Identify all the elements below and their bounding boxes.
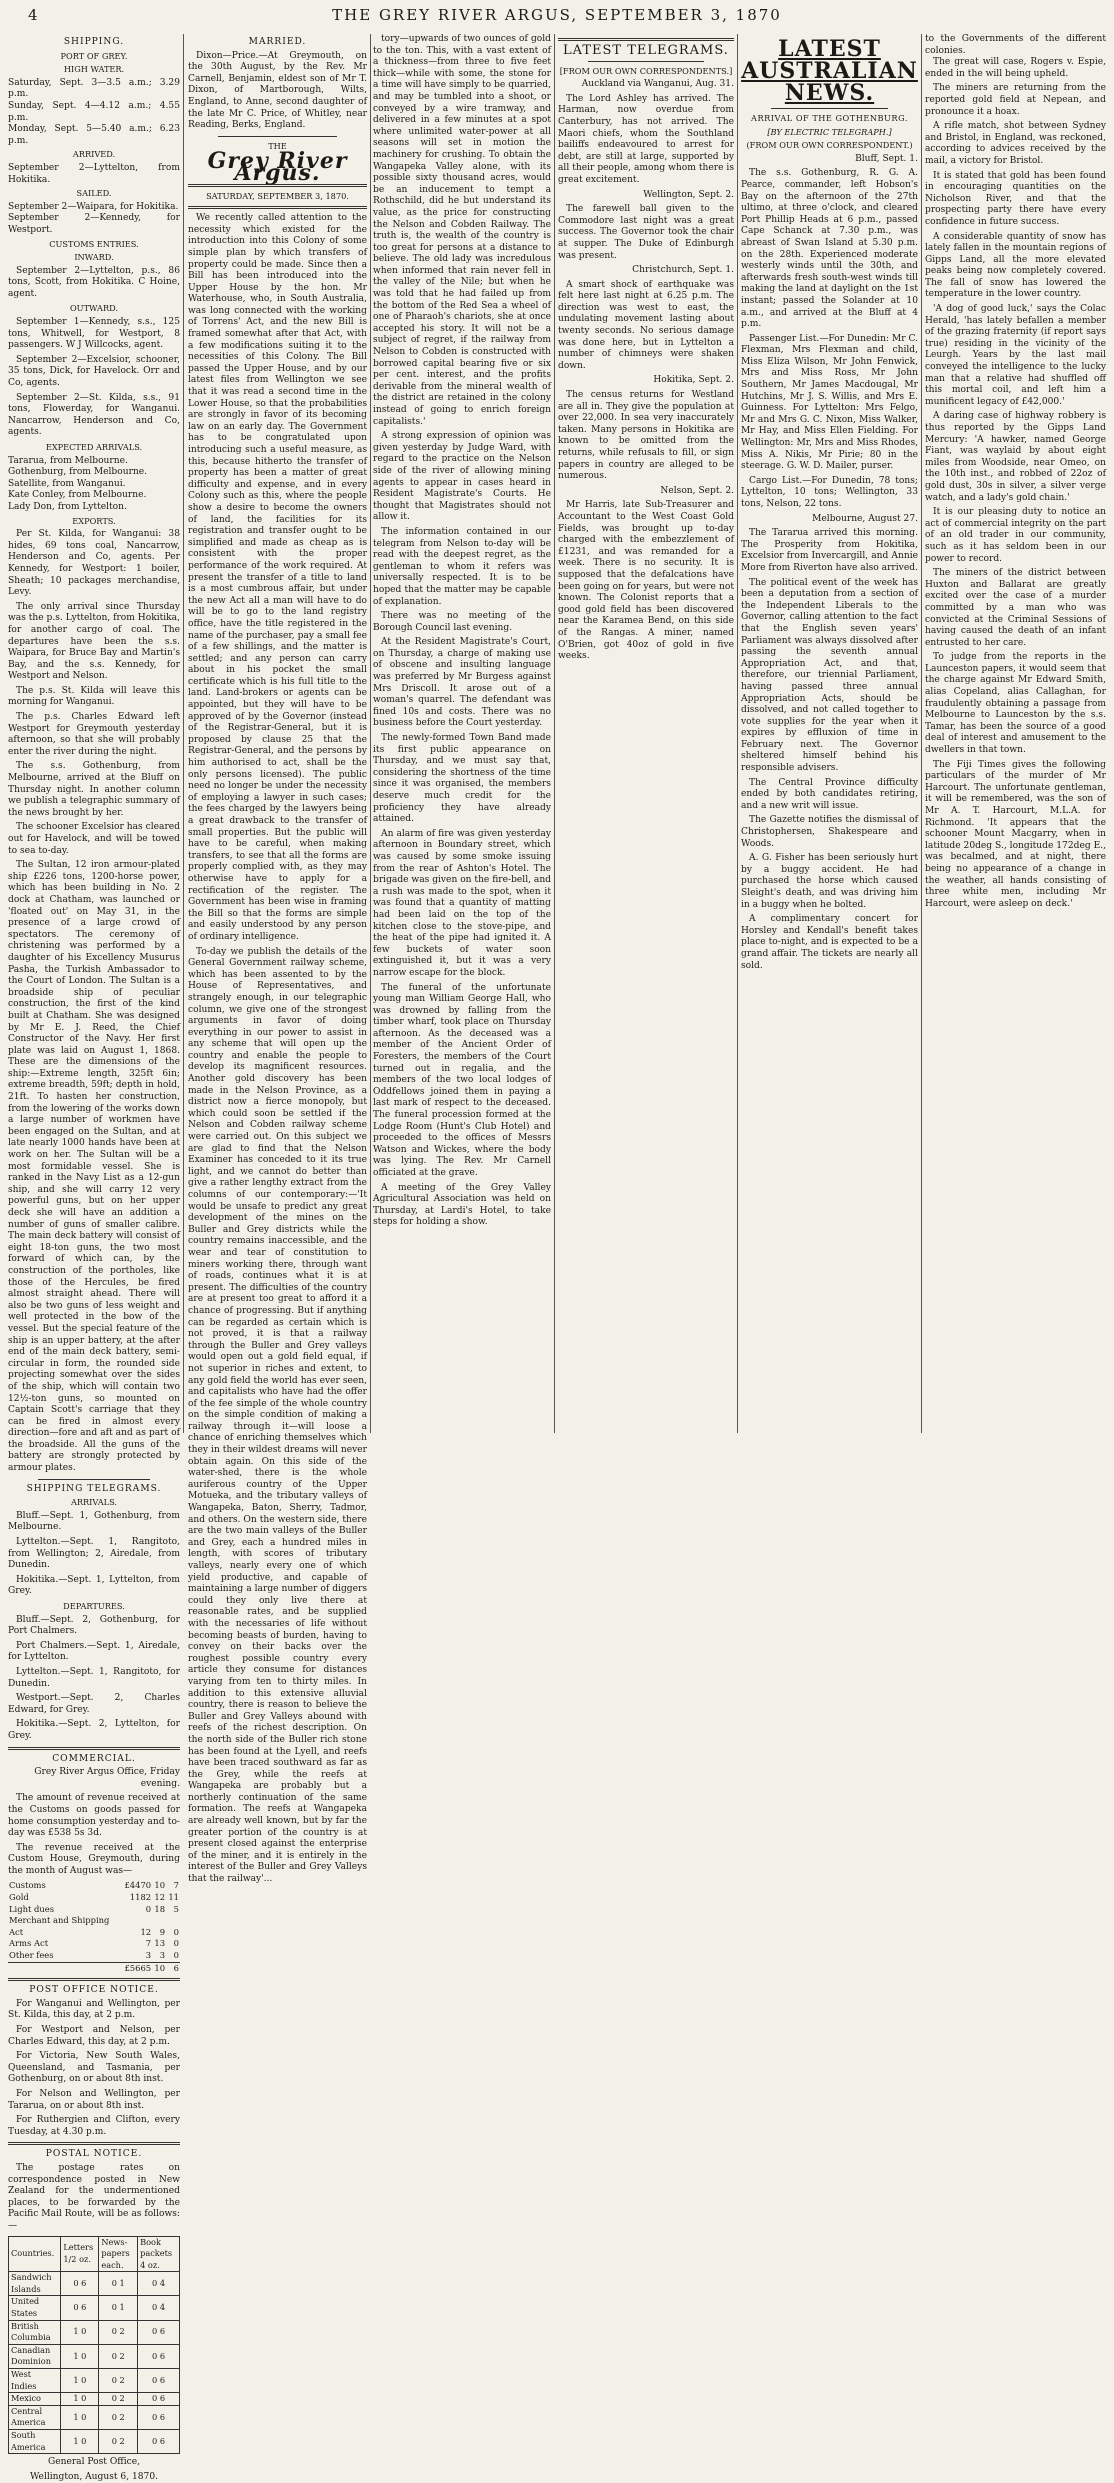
- column-editorial: [188, 34, 367, 1885]
- news-para: The Fiji Times gives the following particulars of the murder of Mr Harcourt. The unfortunate gentleman, it will be remembered, was the son of Mr A. T. Harcourt, M.L.A. for Richmond. 'It appears that the schooner Mount Macgarry, when in latitude 20deg S., longitude 172deg E., was becalmed, and at night, there being no appearance of a change in the weather, all hands consisting of three white men, including Mr Harcourt, were asleep on deck.': [925, 759, 1106, 909]
- post-office-heading: POST OFFICE NOTICE.: [29, 1985, 159, 1996]
- news-para: A rifle match, shot between Sydney and Bristol, in England, was reckoned, according to advices received by the mail, a victory for Bristol.: [925, 121, 1106, 166]
- revenue-row: Arms Act 7 13 0: [9, 1938, 179, 1949]
- editorial-para: To-day we publish the details of the General Government railway scheme, which has been assented to by the House of Representatives, and strangely enough, in our telegraphic column, we give one of the strongest arguments in favor of doing everything in our power to assist in any scheme that will open up the country and enable the people to develop its magnificent resources. Another gold discovery has been made in the Nelson Province, as a district now a fierce monopoly, but which could soon be settled if the Nelson and Cobden railway scheme were carried out. On this subject we are glad to find that the Nelson Examiner has conceded to it its true light, and we cannot do better than give a rather lengthy extract from the columns of our contemporary:—'It would be unsafe to predict any great development of the mines on the Buller and Grey districts while the country remains inaccessible, and the wear and tear of constitution to miners working there, through want of roads, continues what it is at present. The difficulties of the country are at present too great to afford it a chance of progressing. But if anything can be regarded as certain which is not proved, it is that a railway through the Buller and Grey valleys would open out a gold field equal, if not superior in riches and extent, to any gold field the world has ever seen, and capitalists who have had the offer of the fee simple of the whole country on the simple condition of making a railway through it—will loose a chance of enriching themselves which they in their wildest dreams will never obtain again. On this side of the water-shed, there is the whole auriferous country of the Upper Motueka, and the tributary valleys of Wangapeka, Baton, Sherry, Tadmor, and others. On the western side, there are the two main valleys of the Buller and Grey, each a hundred miles in length, with scores of tributary valleys, nearly every one of which yield productive, and capable of maintaining a large number of diggers could they only live there at reasonable rates, and be supplied with the necessaries of life without becoming beasts of burden, having to convey on their backs over the roughest possible country every article they consume for distances varying from ten to thirty miles. In addition to this extensive alluvial country, there is reason to believe the Buller and Grey Valleys abound with reefs of the richest description. On the north side of the Buller rich stone has been found at the Lyell, and reefs have been traced southward as far as the Grey, while the reefs at Wangapeka are probably but a northerly continuation of the same formation. The reefs at Wangapeka are already well known, but by far the greater portion of the country is at present closed against the enterprise of the miner, and it is entirely in the interest of the Buller and Grey Valleys that the railway'...: [188, 946, 367, 1885]
- news-para: tory—upwards of two ounces of gold to the ton. This, with a vast extent of a thickness—from three to five feet thick—while with some, the stone for a time will have simply to be quarried, and may be tumbled into a shoot, or conveyed by a wire tramway, and delivered in a few minutes at a spot where unlimited water-power at all seasons will set in motion the machinery for crushing. To obtain the Wangapeka Valley alone, with its possible sixty thousand acres, would be an inducement to tempt a Rothschild, did he but understand its value, as the price for constructing the Nelson and Cobden Railway. The truth is, the wealth of the country is too great for persons at a distance to believe. The old lady was incredulous when informed that rain never fell in the valley of the Nile; but when he was told that he had failed up from the bottom of the Red Sea a wheel of one of Pharaoh's chariots, she at once accepted his story. It will not be a subject of regret, if the railway from Nelson to Cobden is constructed with borrowed capital bearing five or six per cent. interest, and the profits derivable from the mineral wealth of the district are retained in the colony instead of going to enrich foreign capitalists.': [373, 34, 551, 427]
- inward-row: September 2—Lyttelton, p.s., 86 tons, Scott, from Hokitika. C Hoine, agent.: [8, 265, 180, 299]
- post-office-item: For Wanganui and Wellington, per St. Kilda, this day, at 2 p.m.: [8, 1998, 180, 2021]
- australian-para: The political event of the week has been a deputation from a section of the Independent Liberals to the Governor, calling attention to the fact that the English seven years' Parliament was always dissolved after passing the seventh annual Appropriation Act, and that, therefore, our triennial Parliament, having passed three annual Appropriation Acts, should be dissolved, and not called together to vote supplies for the year when it expires by effluxion of time in February next. The Governor sheltered himself behind his responsible advisers.: [741, 577, 918, 774]
- sailed-row: September 2—Kennedy, for Westport.: [8, 213, 180, 235]
- australian-para: Cargo List.—For Dunedin, 78 tons; Lyttelton, 10 tons; Wellington, 33 tons, Nelson, 22 tons.: [741, 475, 918, 509]
- news-para: The newly-formed Town Band made its first public appearance on Thursday, and we must say that, considering the shortness of the time since it was organised, the members deserve much credit for the proficiency they have already attained.: [373, 733, 551, 825]
- outward-row: September 2—Excelsior, schooner, 35 tons, Dick, for Havelock. Orr and Co, agents.: [8, 354, 180, 389]
- telegram-text: Mr Harris, late Sub-Treasurer and Accountant to the West Coast Gold Fields, was brought up to-day charged with the embezzlement of £1231, and was remanded for a week. There is no security. It is supposed that the defalcations have been going on for years, but were not known. The Colonist reports that a good gold field has been discovered near the Karamea Bend, on this side of the Rangas. A miner, named O'Brien, got 40oz of gold in five weeks.: [558, 500, 734, 662]
- commercial-para: The revenue received at the Custom House, Greymouth, during the month of August was—: [8, 1842, 180, 1876]
- australian-para: A. G. Fisher has been seriously hurt by a buggy accident. He had purchased the horse which caused Sleight's death, and was driving him in a buggy when he bolted.: [741, 853, 918, 910]
- tel-departure-row: Port Chalmers.—Sept. 1, Airedale, for Lyttelton.: [8, 1640, 180, 1663]
- telegram-text: The farewell ball given to the Commodore last night was a great success. The Governor took the chair at supper. The Duke of Edinburgh was present.: [558, 204, 734, 261]
- postage-col-header: Letters 1/2 oz.: [61, 2236, 99, 2272]
- australian-para: The Gazette notifies the dismissal of Christophersen, Shakespeare and Woods.: [741, 815, 918, 849]
- post-office-item: For Victoria, New South Wales, Queensland, and Tasmania, per Gothenburg, on or about 8th inst.: [8, 2051, 180, 2085]
- telegram-dateline: Wellington, Sept. 2.: [643, 189, 734, 200]
- postage-row: West Indies 1 0 0 2 0 6: [9, 2369, 180, 2393]
- divider: [38, 1479, 150, 1480]
- expected-row: Satellite, from Wanganui.: [8, 478, 126, 489]
- australian-para: A complimentary concert for Horsley and Kendall's benefit takes place to-night, and is expected to be a grand affair. The tickets are nearly all sold.: [741, 914, 918, 971]
- column-shipping: [8, 34, 180, 2482]
- high-water-row: Sunday, Sept. 4—4.12 a.m.; 4.55 p.m.: [8, 100, 180, 123]
- outward-row: September 2—St. Kilda, s.s., 91 tons, Flowerday, for Wanganui. Nancarrow, Henderson and Co, agents.: [8, 392, 180, 438]
- tel-departure-row: Hokitika.—Sept. 2, Lyttelton, for Grey.: [8, 1719, 180, 1741]
- telegrams-heading: LATEST TELEGRAMS.: [563, 43, 729, 58]
- news-para: At the Resident Magistrate's Court, on Thursday, a charge of making use of obscene and insulting language was preferred by Mr Burgess against Mrs Driscoll. It arose out of a woman's quarrel. The defendant was fined 10s and costs. There was no business before the Court yesterday.: [373, 637, 551, 729]
- news-para: The information contained in our telegram from Nelson to-day will be read with the deepest regret, as the gentleman to whom it refers was universally respected. It is to be hoped that the matter may be capable of explanation.: [373, 526, 551, 607]
- postage-row: United States 0 6 0 1 0 4: [9, 2296, 180, 2320]
- australian-para: The s.s. Gothenburg, R. G. A. Pearce, commander, left Hobson's Bay on the afternoon of the 27th ultimo, at three o'clock, and cleared Port Phillip Heads at 6 p.m., passed Cape Schanck at 7.30 p.m., was abreast of Swan Island at 5.30 p.m. on the 28th. Experienced moderate westerly winds until the 30th, and afterwards fresh south-west winds till making the land at daylight on the 1st instant; passed the Solander at 10 a.m., and arrived at the Bluff at 4 p.m.: [741, 168, 918, 330]
- news-para: The funeral of the unfortunate young man William George Hall, who was drowned by falling from the timber wharf, took place on Thursday afternoon. As the deceased was a member of the Ancient Order of Foresters, the members of the Court turned out in regalia, and the members of the two local lodges of Oddfellows joined them in paying a last mark of respect to the deceased. The funeral procession formed at the Lodge Room (Hunt's Club Hotel) and proceeded to the offices of Messrs Watson and Wickes, where the body was lying. The Rev. Mr Carnell officiated at the grave.: [373, 982, 551, 1178]
- telegram-dateline: Hokitika, Sept. 2.: [653, 375, 734, 386]
- tel-departure-row: Westport.—Sept. 2, Charles Edward, for Grey.: [8, 1693, 180, 1715]
- news-para: There was no meeting of the Borough Council last evening.: [373, 611, 551, 633]
- telegram-text: A smart shock of earthquake was felt here last night at 6.25 p.m. The direction was west to east, the undulating movement lasting about twenty seconds. No serious damage was done here, but in Lyttelton a number of chimneys were shaken down.: [558, 279, 734, 371]
- news-para: It is our pleasing duty to notice an act of commercial integrity on the part of an old trader in our community, such as it has seldom been in our power to record.: [925, 507, 1106, 564]
- postage-row: Canadian Dominion 1 0 0 2 0 6: [9, 2344, 180, 2368]
- news-para: The miners are returning from the reported gold field at Nepean, and pronounce it a hoax.: [925, 83, 1106, 117]
- tel-departure-row: Lyttelton.—Sept. 1, Rangitoto, for Dunedin.: [8, 1666, 180, 1689]
- commercial-dateline: Grey River Argus Office, Friday evening.: [34, 1767, 180, 1789]
- telegrams-sub: [FROM OUR OWN CORRESPONDENTS.]: [559, 65, 733, 76]
- revenue-row: Merchant and Shipping: [9, 1915, 110, 1926]
- column-australian-news-cont: [925, 34, 1106, 1433]
- column-local-news: [373, 34, 551, 1433]
- outward-label: OUTWARD.: [69, 303, 119, 314]
- tel-arrival-row: Hokitika.—Sept. 1, Lyttelton, from Grey.: [8, 1574, 180, 1597]
- high-water-row: Saturday, Sept. 3—3.5 a.m.; 3.29 p.m.: [8, 77, 180, 100]
- telegraph-tag: [BY ELECTRIC TELEGRAPH.]: [767, 126, 892, 137]
- revenue-table: [8, 1880, 180, 1974]
- postage-row: Central America 1 0 0 2 0 6: [9, 2405, 180, 2429]
- married-heading: MARRIED.: [248, 37, 307, 47]
- australian-news-title: LATEST AUSTRALIAN NEWS.: [741, 36, 918, 106]
- tel-departures-label: DEPARTURES.: [63, 1601, 125, 1611]
- divider: [8, 1747, 180, 1750]
- correspondent-tag: (FROM OUR OWN CORRESPONDENT.): [746, 140, 913, 151]
- revenue-row: Other fees 3 3 0: [9, 1950, 179, 1961]
- revenue-row: Gold 1182 12 11: [9, 1892, 179, 1903]
- revenue-total: £5665 10 6: [8, 1962, 180, 1974]
- inward-label: INWARD.: [74, 252, 114, 263]
- divider: [188, 206, 367, 209]
- column-rule: [183, 34, 184, 1433]
- editorial-para: We recently called attention to the necessity which existed for the introduction into this Colony of some simple plan by which transfers of property could be made. Since then a Bill has been introduced into the Upper House by the hon. Mr Waterhouse, who, in South Australia, was long connected with the working of Torrens' Act, and the new Bill is framed somewhat after that Act, with a few modifications suiting it to the necessities of this Colony. The Bill passed the Upper House, and by our latest files from Wellington we see that it was read a second time in the Lower House, so that the probabilities are strongly in favor of its becoming law on an early day. The Government has to be congratulated upon introducing such a useful measure, as this, because hitherto the transfer of property has been a matter of great difficulty and expense, and in every Colony such as this, where the people show a desire to become the owners of land, the facilities for its registration and transfer ought to be simplified and made as cheap as is consistent with the proper performance of the work required. At present the transfer of a title to land is a most cumbrous affair, but under the new Act all a man will have to do will be to go to the land registry office, have the title registered in the name of the purchaser, pay a small fee of a few shillings, and the matter is settled; and any person can carry about in his pocket the small certificate which is his full title to the land. Land-brokers or agents can be appointed, but they will have to be approved of by the Governor (instead of the Registrar-General, but it is proposed by clause 25 that the Registrar-General, and the persons by him authorised to act, shall be the only persons licensed). The public need no longer be under the necessity of employing a lawyer in such cases; the fees charged by the lawyers being a great drawback to the transfer of small properties. But the public will have to be careful, when making transfers, to see that all the forms are properly complied with, as they may otherwise have to apply for a rectification of the register. The Government has been wise in framing the Bill so that the forms are simple and easily understood by any person of ordinary intelligence.: [188, 213, 367, 942]
- news-para: A considerable quantity of snow has lately fallen in the mountain regions of Gipps Land, all the more elevated peaks being now completely covered. The fall of snow has lowered the temperature in the lower country.: [925, 231, 1106, 300]
- expected-label: EXPECTED ARRIVALS.: [45, 442, 143, 452]
- divider: [771, 108, 888, 109]
- australian-para: The Central Province difficulty ended by both candidates retiring, and a new writ will issue.: [741, 777, 918, 811]
- page-header: [0, 6, 1114, 26]
- arrived-label: ARRIVED.: [72, 149, 116, 160]
- post-office-item: For Westport and Nelson, per Charles Edward, this day, at 2 p.m.: [8, 2025, 180, 2047]
- page-number: 4: [28, 6, 38, 24]
- shipping-para: The s.s. Gothenburg, from Melbourne, arrived at the Bluff on Thursday night. In another column we publish a telegraphic summary of the news brought by her.: [8, 761, 180, 818]
- divider: [218, 136, 337, 137]
- news-para: A meeting of the Grey Valley Agricultural Association was held on Thursday, at Lardi's Hotel, to take steps for holding a show.: [373, 1182, 551, 1228]
- divider: [8, 2142, 180, 2145]
- revenue-row: Light dues 0 18 5: [9, 1903, 179, 1914]
- expected-row: Gothenburg, from Melbourne.: [8, 467, 148, 478]
- expected-row: Tararua, from Melbourne.: [8, 455, 128, 466]
- telegram-text: The Lord Ashley has arrived. The Harman, now overdue from Canterbury, has not arrived. The Maori chiefs, whom the Southland bailiffs endeavoured to arrest for debt, are still at large, supported by all their people, among whom there is great excitement.: [558, 93, 734, 185]
- postage-row: British Columbia 1 0 0 2 0 6: [9, 2320, 180, 2344]
- column-telegrams: [558, 34, 734, 1433]
- postal-notice-intro: The postage rates on correspondence posted in New Zealand for the undermentioned places, to be forwarded by the Pacific Mail Route, will be as follows:—: [8, 2162, 180, 2231]
- commercial-para: The amount of revenue received at the Customs on goods passed for home consumption yesterday and to-day was £538 5s 3d.: [8, 1793, 180, 1839]
- australian-dateline: Melbourne, August 27.: [812, 513, 918, 524]
- column-australian-news: [741, 34, 918, 1433]
- port-heading: PORT OF GREY.: [60, 50, 128, 61]
- news-para: to the Governments of the different colonies.: [925, 34, 1106, 56]
- shipping-para: The Sultan, 12 iron armour-plated ship £226 tons, 1200-horse power, which has been building in No. 2 dock at Chatham, was launched or 'floated out' on May 31, in the presence of a large crowd of spectators. The ceremony of christening was performed by a daughter of his Excellency Musurus Pasha, the Turkish Ambassador to the Court of London. The Sultan is a broadside ship of peculiar construction, the first of the kind built at Chatham. She was designed by Mr E. J. Reed, the Chief Constructor of the Navy. Her first plate was laid on August 1, 1868. These are the dimensions of the ship:—Extreme length, 325ft 6in; extreme breadth, 59ft; depth in hold, 21ft. To hasten her construction, from the lowering of the works down a large number of workmen have been engaged on the Sultan, and at late nearly 1000 hands have been at work on her. The Sultan will be a most formidable vessel. She is ranked in the Navy List as a 12-gun ship, and she will carry 12 very powerful guns, but on her upper deck she will have an addition a number of guns of smaller calibre. The main deck battery will consist of eight 18-ton guns, the two most forward of which can, by the construction of the portholes, like those of the Hercules, be fired almost straight ahead. There will also be two guns of less weight and well protected in the bow of the vessel. But the special feature of the ship is an upper battery, at the after end of the main deck battery, semi-circular in form, the rounded side projecting somewhat over the sides of the ship, which will contain two 12½-ton guns, so mounted on Captain Scott's carriage that they can be fired in almost every direction—fore and aft and as part of the broadside. All the guns of the battery are strongly protected by armour plates.: [8, 860, 180, 1474]
- arrived-row: September 2—Lyttelton, from Hokitika.: [8, 162, 180, 185]
- postal-footer: General Post Office,: [47, 2457, 141, 2468]
- postage-row: South America 1 0 0 2 0 6: [9, 2430, 180, 2454]
- column-rule: [737, 34, 738, 1433]
- divider: [558, 38, 734, 41]
- postage-row: Sandwich Islands 0 6 0 1 0 4: [9, 2272, 180, 2296]
- divider: [8, 1978, 180, 1981]
- sailed-label: SAILED.: [76, 188, 112, 199]
- postage-col-header: Book packets 4 oz.: [138, 2236, 180, 2272]
- newspaper-title: THE GREY RIVER ARGUS, SEPTEMBER 3, 1870: [332, 6, 782, 24]
- tel-departure-row: Bluff.—Sept. 2, Gothenburg, for Port Chalmers.: [8, 1614, 180, 1637]
- postage-table: [8, 2236, 180, 2455]
- shipping-para: The only arrival since Thursday was the p.s. Lyttelton, from Hokitika, for another cargo of coal. The departures have been the s.s. Waipara, for Bruce Bay and Martin's Bay, and the s.s. Kennedy, for Westport and Nelson.: [8, 601, 180, 682]
- news-para: An alarm of fire was given yesterday afternoon in Boundary street, which was caused by some smoke issuing from the rear of Ashton's Hotel. The brigade was given on the fire-bell, and a rush was made to the spot, when it was found that a quantity of matting had been laid on the top of the kitchen close to the stove-pipe, and the heat of the pipe had ignited it. A few buckets of water soon extinguished it, but it was a very narrow escape for the block.: [373, 828, 551, 978]
- news-para: It is stated that gold has been found in encouraging quantities on the Nicholson River, and that the prospecting party there have every confidence in future success.: [925, 170, 1106, 227]
- postage-col-header: News-papers each.: [99, 2236, 138, 2272]
- telegram-dateline: Christchurch, Sept. 1.: [632, 265, 734, 276]
- gothenburg-heading: ARRIVAL OF THE GOTHENBURG.: [751, 113, 908, 123]
- postal-notice-heading: POSTAL NOTICE.: [45, 2149, 143, 2160]
- divider: [588, 61, 704, 62]
- telegram-text: The census returns for Westland are all in. They give the population at over 22,000. In sea very inaccurately taken. Many persons in Hokitika are known to be omitted from the returns, while refusals to fill, or sign papers in country are alleged to be numerous.: [558, 390, 734, 482]
- australian-dateline: Bluff, Sept. 1.: [855, 153, 918, 164]
- outward-row: September 1—Kennedy, s.s., 125 tons, Whitwell, for Westport, 8 passengers. W J Willcocks, agent.: [8, 317, 180, 351]
- revenue-row: Customs £4470 10 7: [9, 1880, 179, 1891]
- customs-heading: CUSTOMS ENTRIES.: [49, 238, 139, 249]
- news-para: To judge from the reports in the Launceston papers, it would seem that the charge against Mr Edward Smith, alias Copeland, alias Callaghan, for fraudulently obtaining a passage from Melbourne to Launceston by the s.s. Tamar, has been the source of a good deal of interest and amusement to the dwellers in that town.: [925, 652, 1106, 756]
- news-para: 'A dog of good luck,' says the Colac Herald, 'has lately befallen a member of the grazing fraternity (if report says true) residing in the vicinity of the Leurgh. Years by the last mail conveyed the intelligence to the lucky man that a relative had shuffled off this mortal coil, and left him a munificent legacy of £42,000.': [925, 304, 1106, 407]
- high-water-row: Monday, Sept. 5—5.40 a.m.; 6.23 p.m.: [8, 124, 180, 146]
- news-para: A daring case of highway robbery is thus reported by the Gipps Land Mercury: 'A hawker, named George Fiant, was waylaid by about eight miles from Woodside, near Omeo, on the 10th inst., and robbed of 22oz of gold dust, 30s in silver, a silver verge watch, and a lady's gold chain.': [925, 411, 1106, 503]
- column-rule: [921, 34, 922, 1433]
- postage-col-header: Countries.: [9, 2236, 61, 2272]
- news-para: The great will case, Rogers v. Espie, ended in the will being upheld.: [925, 57, 1106, 79]
- column-rule: [554, 34, 555, 1433]
- exports-text: Per St. Kilda, for Wanganui: 38 hides, 69 tons coal, Nancarrow, Henderson and Co, agents. Per Kennedy, for Westport: 1 boiler, Sheath; 10 packages merchandise, Levy.: [8, 529, 180, 598]
- australian-para: The Tararua arrived this morning. The Prosperity from Hokitika, Excelsior from Invercargill, and Annie More from Riverton have also arrived.: [741, 528, 918, 573]
- masthead-date: SATURDAY, SEPTEMBER 3, 1870.: [206, 190, 349, 201]
- post-office-item: For Ruthergien and Clifton, every Tuesday, at 4.30 p.m.: [8, 2115, 180, 2137]
- expected-row: Lady Don, from Lyttelton.: [8, 501, 127, 512]
- masthead-title: Grey River Argus.: [207, 148, 348, 186]
- shipping-telegrams-heading: SHIPPING TELEGRAMS.: [26, 1483, 162, 1494]
- married-notice: Dixon—Price.—At Greymouth, on the 30th August, by the Rev. Mr Carnell, Benjamin, eldest son of Mr T. Dixon, of Martborough, Wilts, England, to Anne, second daughter of the late Mr C. Price, of Whitley, near Reading, Berks, England.: [188, 50, 367, 131]
- expected-row: Kate Conley, from Melbourne.: [8, 490, 147, 501]
- news-para: The miners of the district between Huxton and Ballarat are greatly excited over the case of a murder committed by a man who was convicted at the Criminal Sessions of having caused the death of an infant entrusted to her care.: [925, 568, 1106, 648]
- revenue-row: Act 12 9 0: [9, 1926, 179, 1937]
- telegram-dateline: Auckland via Wanganui, Aug. 31.: [581, 79, 734, 90]
- tel-arrivals-label: ARRIVALS.: [70, 1497, 118, 1508]
- postal-footer: Wellington, August 6, 1870.: [29, 2471, 159, 2482]
- shipping-para: The p.s. Charles Edward left Westport for Greymouth yesterday afternoon, so that she will probably enter the river during the night.: [8, 712, 180, 757]
- high-water-label: HIGH WATER.: [63, 64, 125, 75]
- australian-para: Passenger List.—For Dunedin: Mr C. Flexman, Mrs Flexman and child, Miss Eliza Wilson, Mr John Fenwick, Mrs and Miss Ross, Mr John Southern, Mr James Macdougal, Mr Hutchins, Mr J. S. Willis, and Mrs E. Guinness. For Lyttelton: Mrs Felgo, Mr and Mrs G. C. Nixon, Miss Walker, Mr Hay, and Miss Ellen Fielding. For Wellington: Mr, Mrs and Miss Rhodes, Miss A. Nikis, Mr Pirie; 80 in the steerage. G. W. D. Mailer, purser.: [741, 333, 918, 472]
- post-office-item: For Nelson and Wellington, per Tararua, on or about 8th inst.: [8, 2088, 180, 2111]
- postage-header-row: [9, 2236, 180, 2272]
- shipping-heading: SHIPPING.: [63, 37, 125, 47]
- shipping-para: The schooner Excelsior has cleared out for Havelock, and will be towed to sea to-day.: [8, 822, 180, 856]
- exports-label: EXPORTS.: [72, 515, 116, 526]
- telegram-dateline: Nelson, Sept. 2.: [660, 485, 734, 496]
- tel-arrival-row: Bluff.—Sept. 1, Gothenburg, from Melbourne.: [8, 1510, 180, 1533]
- masthead-the: THE: [268, 140, 287, 151]
- news-para: A strong expression of opinion was given yesterday by Judge Ward, with regard to the practice on the Nelson side of the river of allowing mining agents to appear in cases heard in Resident Magistrate's Courts. He thought that Magistrates should not allow it.: [373, 431, 551, 523]
- column-rule: [370, 34, 371, 1433]
- commercial-heading: COMMERCIAL.: [52, 1753, 136, 1764]
- sailed-row: September 2—Waipara, for Hokitika.: [8, 201, 179, 212]
- shipping-para: The p.s. St. Kilda will leave this morning for Wanganui.: [8, 685, 180, 708]
- postage-row: Mexico 1 0 0 2 0 6: [9, 2393, 180, 2406]
- tel-arrival-row: Lyttelton.—Sept. 1, Rangitoto, from Wellington; 2, Airedale, from Dunedin.: [8, 1537, 180, 1571]
